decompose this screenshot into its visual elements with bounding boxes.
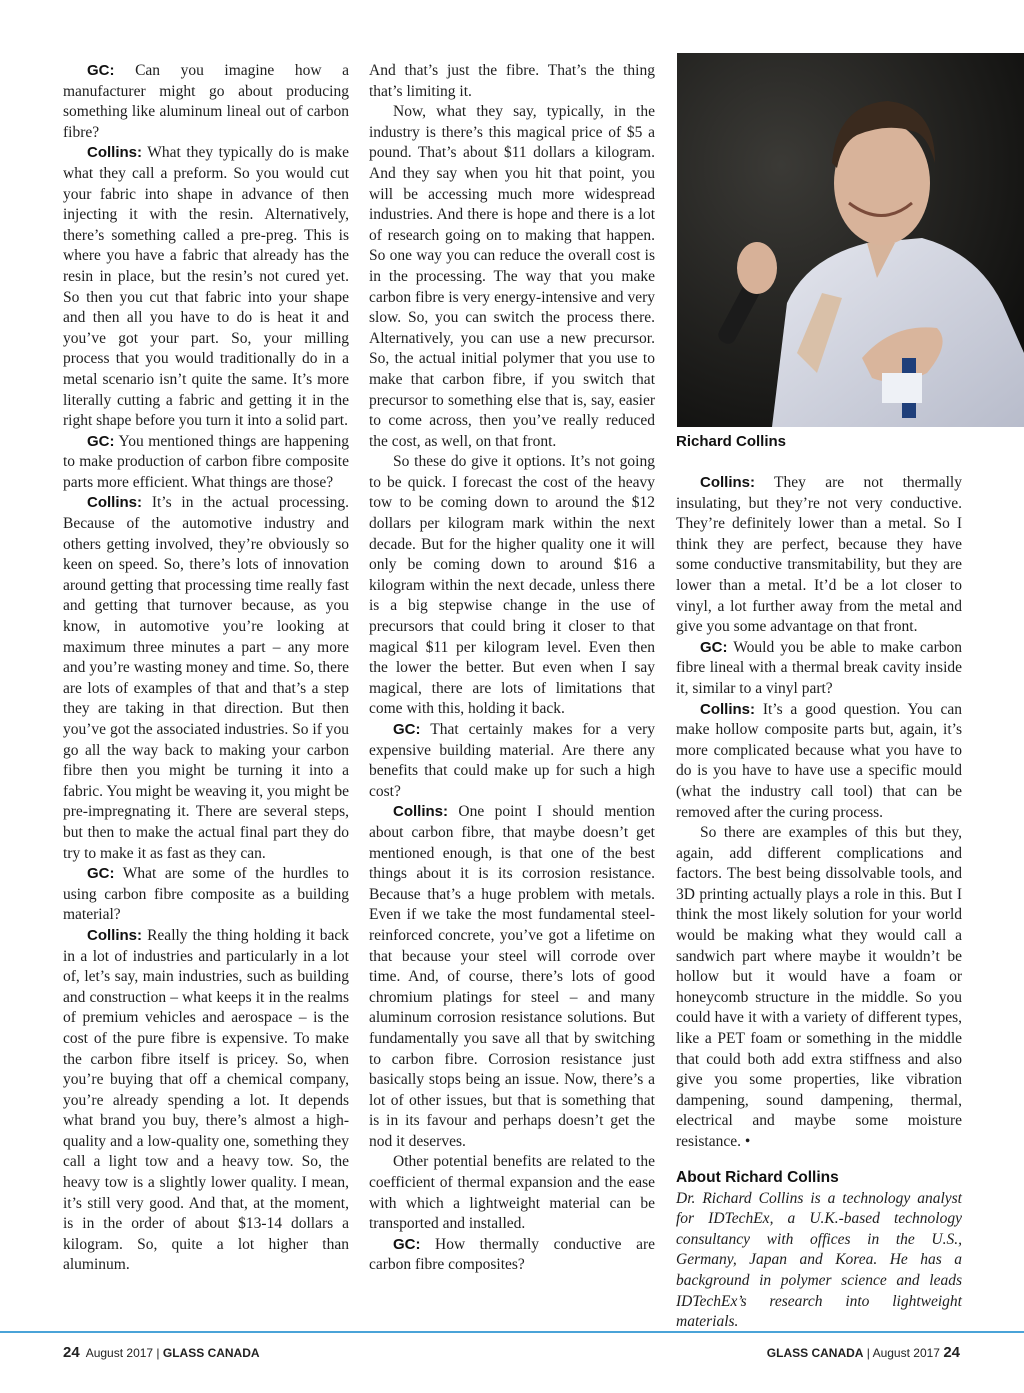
- speaker-label: GC:: [700, 638, 728, 656]
- speaker-label: GC:: [87, 432, 115, 450]
- speaker-label: GC:: [87, 865, 115, 883]
- paragraph-text: So these do give it options. It’s not going to be quick. I forecast the cost of the heavy tow to be coming down to around the $12 dollars per kilogram mark within the next decade. But for the higher quality one it will only be coming down to around $16 a kilogram within the next decade, unless there is a big stepwise change in the use of precursors that could bring it closer to that magical $11 per kilogram level. Even then the lower the better. But even when I say magical, there are lots of limitations that come with this, holding it back.: [369, 453, 655, 718]
- interview-paragraph: [676, 700, 962, 824]
- magazine-name: GLASS CANADA: [162, 1346, 260, 1360]
- interview-paragraph: [369, 1152, 655, 1234]
- interview-paragraph: [369, 102, 655, 452]
- paragraph-text: What they typically do is make what they call a preform. So you would cut your fabric into shape in advance of then injecting it with the resin. Alternatively, there’s something called a pre-preg. This is where you have a fabric that already has the resin in place, but the resin’s not cured yet. So then you cut that fabric into your shape and then all you have to do is heat it and you’ve got your part. So, your milling process that you would traditionally do in a metal scenario isn’t quite the same. It’s more literally cutting a fabric and getting it in the right shape before you turn it into a solid part.: [63, 144, 349, 430]
- speaker-label: Collins:: [87, 926, 142, 944]
- interview-paragraph: [676, 638, 962, 700]
- footer-left: [63, 1344, 260, 1361]
- speaker-label: GC:: [87, 62, 115, 79]
- speaker-label: GC:: [393, 721, 421, 738]
- interview-paragraph: [369, 720, 655, 802]
- paragraph-text: It’s a good question. You can make hollow composite parts but, again, it’s more complicated because what you have to do is you have to have use a specific mould (what the industry call tool) that can be removed after the curing process.: [676, 700, 962, 821]
- interview-paragraph: [369, 61, 655, 102]
- paragraph-text: Now, what they say, typically, in the industry is there’s this magical price of $5 a pound. That’s about $11 dollars a kilogram. And they say when you hit that point, you will be accessing much more widespread industries. And there is hope and there is a lot of research going on to making that happen. So one way you can reduce the overall cost is in the processing. The way that you make carbon fibre is very energy-intensive and very slow. So, you can switch the process there. Alternatively, you can use a new precursor. So, the actual initial polymer that you use to make that carbon fibre, if you switch that precursor to something else that is, say, easier to come across, then you’ve really reduced the cost, as well, on that front.: [369, 103, 655, 450]
- photo-caption: Richard Collins: [676, 433, 787, 450]
- interview-text: [676, 473, 962, 1153]
- speaker-label: Collins:: [87, 144, 142, 162]
- paragraph-text: Would you be able to make carbon fibre lineal with a thermal break cavity inside it, similar to a vinyl part?: [676, 638, 962, 697]
- speaker-label: Collins:: [393, 803, 448, 821]
- interview-paragraph: [676, 473, 962, 638]
- page-number: 24: [63, 1344, 80, 1361]
- paragraph-text: You mentioned things are happening to make production of carbon fibre composite parts more efficient. What things are those?: [63, 432, 349, 491]
- speaker-photo: [677, 53, 1024, 427]
- interview-paragraph: [63, 143, 349, 431]
- paragraph-text: Really the thing holding it back in a lot of industries and particularly in a lot of, let’s say, main industries, such as building and construction – what keeps it in the realms of premium vehicles and aerospace – is the cost of the pure fibre is expensive. To make the carbon fibre itself is pricey. So, when you’re buying that off a chemical company, you’re already spending a lot. It depends what brand you buy, there’s almost a high-quality and a low-quality one, something they call a light tow and a heavy tow. So, the heavy tow is a slightly lower quality. I mean, it’s still very good. And that, at the moment, is in the order of about $13-14 dollars a kilogram. So, quite a lot higher than aluminum.: [63, 926, 350, 1274]
- paragraph-text: So there are examples of this but they, again, add different complications and factors. The best being dissolvable tools, and 3D printing actually plays a role in this. But I think the most likely solution for your world would be making what they would call a sandwich part where maybe it wouldn’t be hollow but it would have a foam or honeycomb structure in the middle. So you could have it with a variety of different types, like a PET foam or something in the middle that could both add extra stiffness and also give you some properties, like vibration dampening, sound dampening, thermal, electrical and maybe some moisture resistance. •: [676, 824, 962, 1150]
- paragraph-text: That certainly makes for a very expensive building material. Are there any benefits that could make up for such a high cost?: [369, 721, 655, 800]
- interview-paragraph: [63, 493, 349, 864]
- speaker-label: Collins:: [700, 474, 755, 491]
- interview-paragraph: [63, 61, 349, 143]
- footer-rule: [0, 1331, 1024, 1333]
- speaker-label: GC:: [393, 1235, 421, 1253]
- speaker-label: Collins:: [700, 700, 755, 718]
- page-number: 24: [943, 1344, 960, 1361]
- issue-date: August 2017 |: [85, 1346, 163, 1360]
- article-column-2: [369, 61, 655, 1276]
- paragraph-text: They are not thermally insulating, but they’re not very conductive. They’re definitely lower than a metal. So I think they are perfect, because they have some conductive transmitability, but they are lower than a metal. It’d be a lot closer to vinyl, a lot further away from the metal and give you some advantage on that front.: [676, 474, 962, 636]
- paragraph-text: What are some of the hurdles to using carbon fibre composite as a building material?: [63, 865, 349, 924]
- paragraph-text: Can you imagine how a manufacturer might go about producing something like aluminum lineal out of carbon fibre?: [63, 62, 349, 141]
- issue-date: | August 2017: [863, 1346, 944, 1360]
- interview-paragraph: [369, 452, 655, 720]
- about-author-text: Dr. Richard Collins is a technology analyst for IDTechEx, a U.K.-based technology consultancy with offices in the U.S., Germany, Japan and Korea. He has a background in polymer science and leads IDTechEx’s research into lightweight materials.: [676, 1189, 962, 1331]
- footer-right: [767, 1344, 960, 1361]
- paragraph-text: One point I should mention about carbon fibre, that maybe doesn’t get mentioned enough, is that one of the best things about it is its corrosion resistance. Because that’s a huge problem with metals. Even if we take the most fundamental steel-reinforced concrete, you’ve got a lifetime on that because your steel will corrode over time. And, of course, there’s lots of good chromium platings for steel – and many aluminum corrosion resistance solutions. But fundamentally you save all that by switching to carbon fibre. Corrosion resistance just basically stops being an issue. Now, there’s a lot of other issues, but that is something that is in its favour and perhaps doesn’t get the nod it deserves.: [369, 803, 655, 1150]
- interview-paragraph: [63, 864, 349, 926]
- interview-paragraph: [369, 1235, 655, 1276]
- speaker-label: Collins:: [87, 494, 142, 512]
- paragraph-text: Other potential benefits are related to the coefficient of thermal expansion and the ease with which a lightweight material can be transported and installed.: [369, 1153, 655, 1233]
- paragraph-text: And that’s just the fibre. That’s the thing that’s limiting it.: [369, 62, 655, 100]
- interview-paragraph: [369, 802, 655, 1152]
- interview-paragraph: [63, 926, 349, 1276]
- magazine-name: GLASS CANADA: [766, 1346, 864, 1360]
- article-column-1: [63, 61, 349, 1276]
- about-author-heading: About Richard Collins: [676, 1168, 839, 1186]
- paragraph-text: How thermally conductive are carbon fibre composites?: [369, 1235, 655, 1274]
- interview-paragraph: [676, 823, 962, 1153]
- interview-paragraph: [63, 432, 349, 494]
- article-column-3: [676, 473, 962, 1333]
- paragraph-text: It’s in the actual processing. Because of the automotive industry and others getting involved, they’re obviously so keen on speed. So, there’s lots of innovation around getting that processing time really fast and getting that turnover because, as you know, in automotive you’re looking at maximum three minutes a part – any more and you’re wasting money and time. So, there are lots of examples of that and that’s a step they are taking in that direction. But then you’ve got the associated industries. So if you go all the way back to making your carbon fibre then you might be turning it into a fabric. You might be weaving it, you might be pre-impregnating it. There are several steps, but then to make the actual final part they do try to make it as fast as they can.: [63, 494, 350, 862]
